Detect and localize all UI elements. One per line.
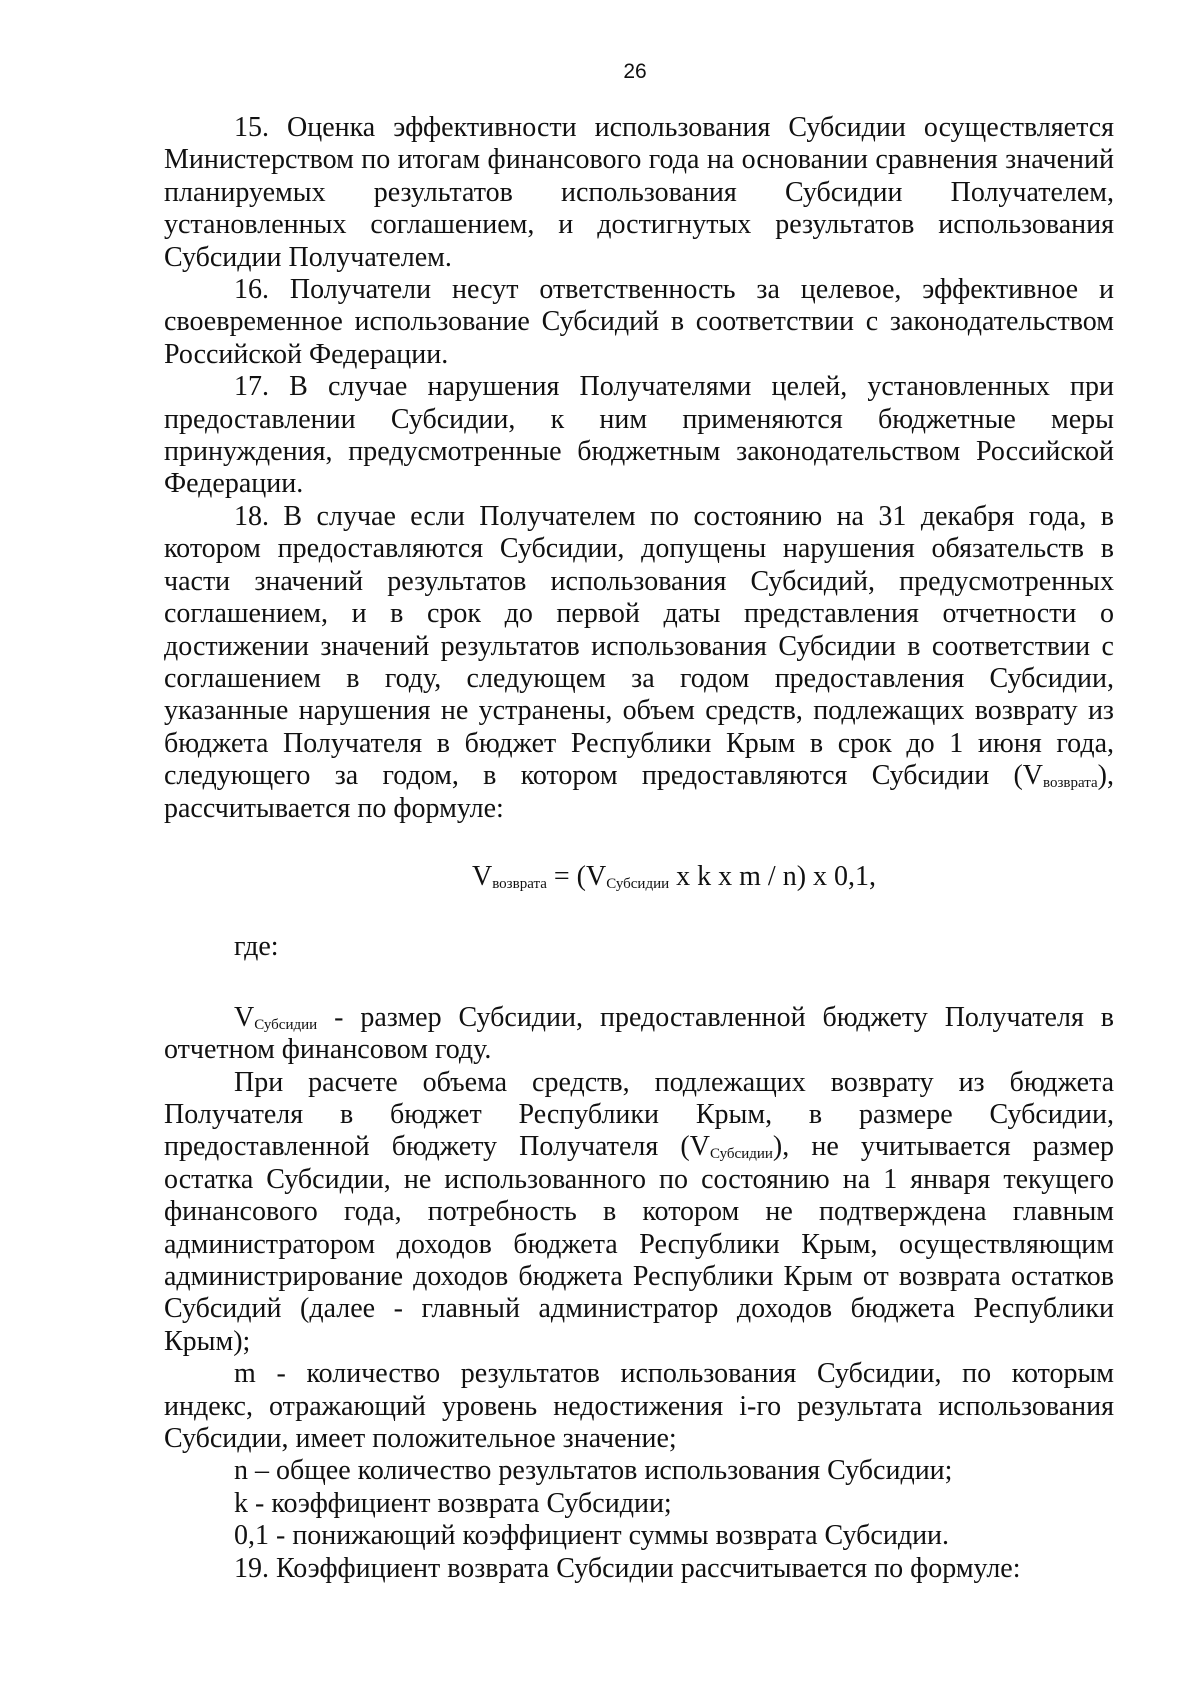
calculation-subscript: Субсидии	[709, 1146, 773, 1163]
definition-v-subsidii	[164, 1002, 1114, 1067]
paragraph-18-text: 18. В случае если Получателем по состоянию на 31 декабря года, в котором предоставляются Субсидии, допущены нарушения обязательств в части значений результатов использования Субсидий, предусмотренных соглашением, и в срок до первой даты представления отчетности о достижении значений результатов использования Субсидии в соответствии с соглашением в году, следующем за годом предоставления Субсидии, указанные нарушения не устранены, объем средств, подлежащих возврату из бюджета Получателя в бюджет Республики Крым в срок до 1 июня года, следующего за годом, в котором предоставляются Субсидии (V	[164, 500, 1114, 792]
document-body	[164, 112, 1114, 1585]
paragraph-15: 15. Оценка эффективности использования Субсидии осуществляется Министерством по итогам финансового года на основании сравнения значений планируемых результатов использования Субсидии Получателем, установленных соглашением, и достигнутых результатов использования Субсидии Получателем.	[164, 112, 1114, 273]
paragraph-calculation	[164, 1067, 1114, 1359]
definition-m: m - количество результатов использования Субсидии, по которым индекс, отражающий уровень недостижения i-го результата использования Субсидии, имеет положительное значение;	[164, 1358, 1114, 1455]
formula-mid: = (V	[546, 860, 607, 892]
paragraph-18-tail: рассчитывается по формуле:	[164, 792, 504, 824]
formula-v: V	[471, 860, 493, 892]
definition-n: n – общее количество результатов использования Субсидии;	[234, 1455, 953, 1487]
calculation-start: При расчете объема средств, подлежащих возврату из бюджета Получателя в бюджет Республики Крым, в размере Субсидии, предоставленной бюджету Получателя (V	[164, 1066, 1114, 1163]
definition-v-text: - размер Субсидии, предоставленной бюджету Получателя в отчетном финансовом году.	[164, 1001, 1114, 1066]
paragraph-18	[164, 501, 1114, 825]
formula-sub-1: возврата	[492, 875, 547, 892]
paragraph-18-end: ),	[1097, 760, 1114, 792]
definition-0-1: 0,1 - понижающий коэффициент суммы возврата Субсидии.	[234, 1520, 950, 1552]
paragraph-18-subscript: возврата	[1043, 775, 1098, 792]
definition-k: k - коэффициент возврата Субсидии;	[234, 1487, 672, 1519]
formula-rest: x k x m / n) x 0,1,	[669, 860, 877, 892]
calculation-end: ), не учитывается размер остатка Субсидии, не использованного по состоянию на 1 января текущего финансового года, потребность в котором не подтверждена главным администратором доходов бюджета Республики Крым, осуществляющим администрирование доходов бюджета Республики Крым от возврата остатков Субсидий (далее - главный администратор доходов бюджета Республики Крым);	[164, 1131, 1114, 1357]
paragraph-16: 16. Получатели несут ответственность за целевое, эффективное и своевременное использование Субсидий в соответствии с законодательством Российской Федерации.	[164, 274, 1114, 370]
paragraph-19: 19. Коэффициент возврата Субсидии рассчитывается по формуле:	[234, 1552, 1021, 1584]
formula	[234, 861, 1114, 893]
formula-sub-2: Субсидии	[606, 875, 670, 892]
definition-v-symbol: V	[234, 1001, 255, 1033]
definition-v-subscript: Субсидии	[254, 1016, 318, 1033]
page-number: 26	[623, 60, 647, 83]
paragraph-17: 17. В случае нарушения Получателями целей, установленных при предоставлении Субсидии, к ним применяются бюджетные меры принуждения, предусмотренные бюджетным законодательством Российской Федерации.	[164, 371, 1114, 500]
where-label: где:	[234, 931, 279, 963]
